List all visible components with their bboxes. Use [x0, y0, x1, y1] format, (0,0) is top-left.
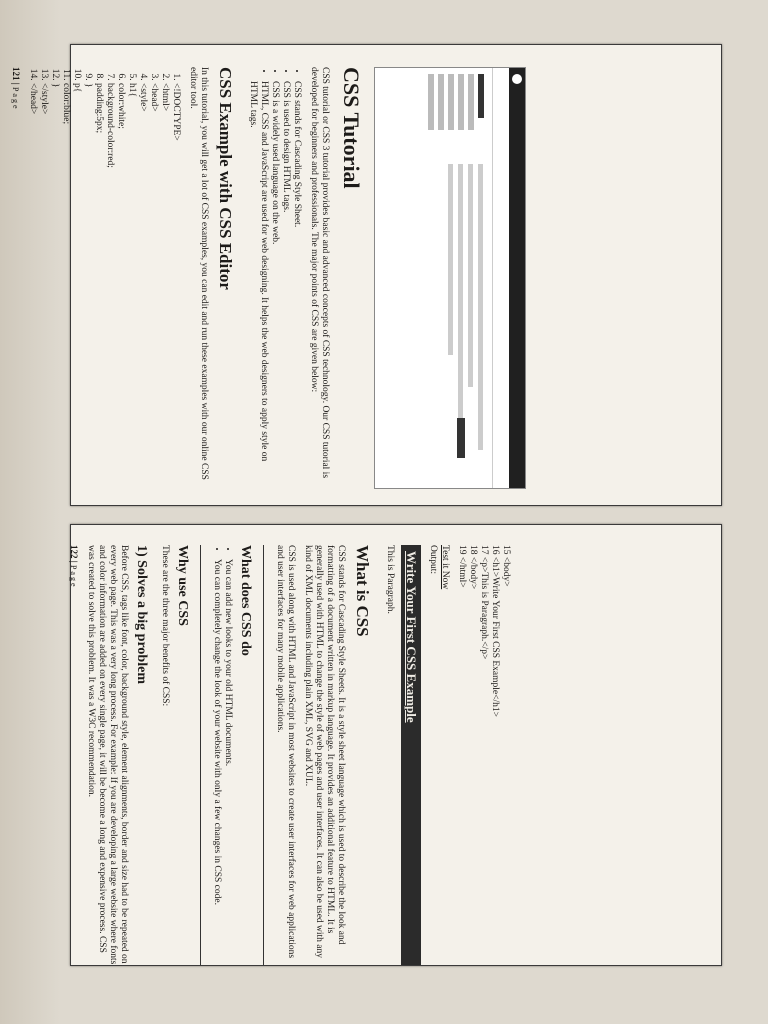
- divider: [263, 545, 264, 965]
- divider: [200, 545, 201, 965]
- code-line: 3. <head>: [148, 83, 159, 487]
- page-121: [11, 44, 722, 506]
- code-line: 16 <h1>Write Your First CSS Example</h1>: [490, 545, 500, 718]
- code-line: 13. </style>: [38, 83, 49, 487]
- list-item: • You can add new looks to your old HTML documents.: [222, 559, 233, 965]
- title-css-tutorial: CSS Tutorial: [339, 67, 364, 189]
- heading-css-editor: CSS Example with CSS Editor: [216, 67, 235, 290]
- page-122: [70, 524, 722, 966]
- screenshot-header-bar: [509, 68, 525, 488]
- example-output-banner: Write Your First CSS Example: [401, 545, 421, 965]
- code-line: 8. padding:5px;: [93, 83, 104, 487]
- solves-problem-paragraph: Before CSS, tags like font, color, background style, element alignments, border and size had to be repeated on every web page. This was a very long process. For example: If you are developing a large website where fonts and color information are added on every single page, it will be become a long and expensive process. CSS was created to solve this problem. It was a W3C recommendation.: [86, 545, 129, 965]
- screenshot-nav: [492, 68, 509, 488]
- screenshot-body: [420, 68, 492, 488]
- website-screenshot: [374, 67, 526, 489]
- list-item: • CSS stands for Cascading Style Sheet.: [291, 81, 302, 487]
- screenshot-button: [457, 418, 465, 458]
- page-122-content: [69, 545, 511, 965]
- code-line: 2. <html>: [159, 83, 170, 487]
- code-line: 1. <!DOCTYPE>: [170, 83, 181, 487]
- why-use-css-paragraph: These are the three major benefits of CSS:: [160, 545, 170, 707]
- test-it-now-link[interactable]: Test it Now: [440, 545, 450, 590]
- list-item: • CSS is a widely used language on the web.: [269, 81, 280, 487]
- heading-what-is-css: What is CSS: [353, 545, 372, 637]
- code-line: 14. </head>: [27, 83, 38, 487]
- code-line: 15 <body>: [501, 545, 511, 587]
- list-item: • You can completely change the look of your website with only a few changes in CSS code.: [211, 559, 222, 965]
- list-item: • CSS is used to design HTML tags.: [280, 81, 291, 487]
- page-footer: [11, 67, 21, 487]
- css-do-list: [211, 545, 233, 965]
- editor-paragraph: In this tutorial, you will get a lot of CSS examples, you can edit and run these examples with our online CSS editor tool.: [188, 67, 209, 480]
- code-line: 6. color:white;: [115, 83, 126, 487]
- page-word: Page: [11, 86, 20, 111]
- page-121-content: [11, 67, 526, 487]
- screenshot-main: [424, 164, 488, 482]
- code-line: 10. p{: [71, 83, 82, 487]
- heading-what-does-css-do: What does CSS do: [238, 545, 253, 656]
- code-line: 11. color:blue;: [60, 83, 71, 487]
- page-number: 121 |: [11, 67, 21, 85]
- code-line: 4. <style>: [137, 83, 148, 487]
- code-listing: [27, 67, 181, 487]
- page-word: Page: [69, 564, 78, 589]
- list-item: • HTML, CSS and JavaScript are used for web designing. It helps the web designers to apply style on HTML tags.: [247, 81, 269, 487]
- code-line: 19 </html>: [457, 545, 467, 588]
- example-output-paragraph: This is Paragraph.: [385, 545, 395, 614]
- code-line: 18 </body>: [468, 545, 478, 590]
- heading-why-use-css: Why use CSS: [175, 545, 190, 626]
- intro-paragraph: CSS tutorial or CSS 3 tutorial provides basic and advanced concepts of CSS technology. Our CSS tutorial is developed for beginners and professionals. The major points of CSS are given below:: [309, 67, 330, 479]
- code-line: 7. background-color:red;: [104, 83, 115, 487]
- what-is-css-paragraph-2: CSS is used along with HTML and JavaScript in most websites to create user interfaces for web applications and user interfaces for many mobile applications.: [275, 545, 296, 959]
- page-number: 122 |: [69, 545, 79, 563]
- what-is-css-paragraph-1: CSS stands for Cascading Style Sheets. It is a style sheet language which is used to describe the look and formatting of a document written in markup language. It provides an additional feature to HTML. It is generally used with HTML to change the style of web pages and user interfaces. It can also be used with any kind of XML documents including plain XML, SVG and XUL.: [303, 545, 346, 959]
- heading-solves-problem: 1) Solves a big problem: [134, 545, 149, 684]
- code-line: 12. }: [49, 83, 60, 487]
- code-listing-continued: [456, 545, 511, 965]
- site-logo-icon: [512, 74, 522, 84]
- page-footer: [69, 545, 79, 965]
- code-line: 17 <p>This is Paragraph.</p>: [479, 545, 489, 660]
- code-line: 9. }: [82, 83, 93, 487]
- screenshot-sidebar: [424, 74, 488, 154]
- code-line: 5. h1{: [126, 83, 137, 487]
- output-label: Output:: [428, 545, 438, 575]
- css-points-list: [247, 67, 302, 487]
